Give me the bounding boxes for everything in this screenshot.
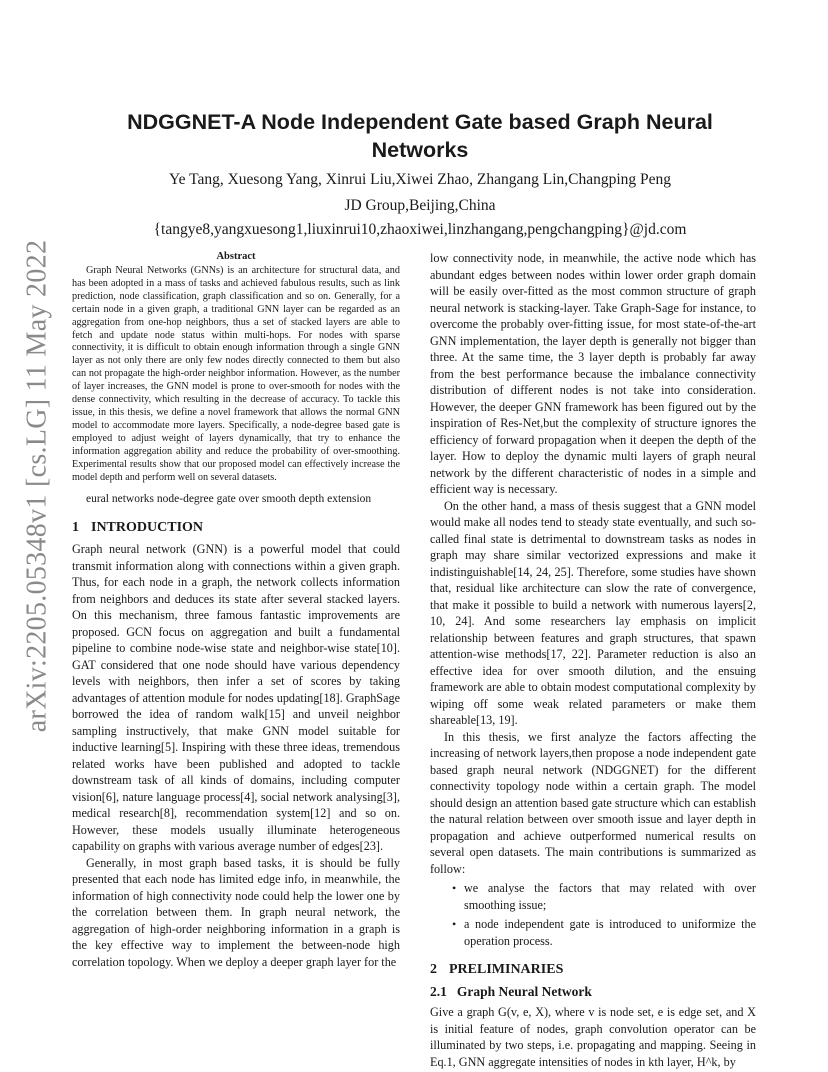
intro-paragraph-5: In this thesis, we first analyze the factors affecting the increasing of network layers,then propose a node independent gate based graph neural network (NDGGNET) for the different connectivity topology node within a certain graph. The model should design an attention based gate structure which can establish the natural relation between over smooth issue and layer depth in propagation and achieve outperformed numerical results on several open datasets. The main contributions is summarized as follow: (430, 729, 756, 876)
subsection-2-1-number: 2.1 (430, 984, 447, 999)
left-column (72, 250, 400, 970)
paper-title: NDGGNET-A Node Independent Gate based Graph Neural Networks (127, 110, 713, 162)
author-list: Ye Tang, Xuesong Yang, Xinrui Liu,Xiwei Zhao, Zhangang Lin,Changping Peng (168, 171, 672, 188)
intro-paragraph-2: Generally, in most graph based tasks, it is should be fully presented that each node has limited edge info, in meanwhile, the information of high connectivity node could help the lower one by the correlation between them. In graph neural network, the aggregation of high-order neighboring information in a graph is the key effective way to implement the between-node high correlation topology. When we deploy a deeper graph layer for the (72, 855, 400, 969)
bullet-icon: • (452, 917, 457, 931)
list-item (452, 916, 756, 949)
subsection-2-1-heading (430, 983, 756, 1001)
list-item-text: we analyse the factors that may related with over smoothing issue; (464, 881, 756, 912)
list-item (452, 880, 756, 913)
intro-paragraph-1: Graph neural network (GNN) is a powerful model that could transmit information along with connections within a given graph. Thus, for each node in a graph, the network collects information from neighbors and deduces its state after several stacked layers. On this mechanism, three famous fantastic improvements are proposed. GCN focus on aggregation and built a fundamental pipeline to combine node-wise state and neighbor-wise state[10]. GAT considered that one node should have various dependency levels with neighbors, then infer a set of scores by taking advantages of attention module for nodes updating[18]. GraphSage borrowed the idea of random walk[15] and unveil neighbor sampling instructively, that make GNN model suitable for inductive learning[5]. Inspiring with these three ideas, tremendous related works have been published and adopted to tackle downstream task of all kinds of domains, including computer vision[6], nature language process[4], social network analysing[3], medical research[8], recommendation system[12] and so on. However, these models usually illuminate heterogeneous capability on graphs with various average number of edges[23]. (72, 542, 400, 854)
abstract-heading: Abstract (216, 251, 256, 262)
section-2-title: PRELIMINARIES (449, 962, 564, 977)
keywords: eural networks node-degree gate over smooth depth extension (86, 493, 372, 506)
section-2-heading (430, 961, 756, 979)
affiliation: JD Group,Beijing,China (344, 197, 496, 214)
right-column (430, 250, 756, 1070)
email-line: {tangye8,yangxuesong1,liuxinrui10,zhaoxiwei,linzhangang,pengchangping}@jd.com (153, 221, 687, 238)
intro-paragraph-4: On the other hand, a mass of thesis suggest that a GNN model would make all nodes tend to steady state eventually, and such so-called final state is detrimental to downstream tasks as nodes in graph may share similar vectorized expressions and make it indistinguishable[14, 24, 25]. Therefore, some studies have shown that, residual like architecture can slow the rate of convergence, that make it possible to build a network with numerous layers[2, 10, 24]. And some researchers lay emphasis on implicit relationship between features and graph structures, that spawn attention-wise methods[17, 22]. Parameter reduction is also an effective idea for over smooth dilution, and the ensuing framework are able to obtain modest computational complexity by wiping off some weak related parameters or make them shareable[13, 19]. (430, 498, 756, 727)
list-item-text: a node independent gate is introduced to uniformize the operation process. (464, 917, 756, 948)
section-1-heading (72, 519, 400, 537)
arxiv-identifier (21, 239, 53, 732)
section-2-number: 2 (430, 962, 437, 977)
arxiv-identifier-text: arXiv:2205.05348v1 [cs.LG] 11 May 2022 (21, 239, 53, 732)
preliminaries-paragraph: Give a graph G(v, e, X), where v is node set, e is edge set, and X is initial feature of nodes, graph convolution operator can be illuminated by two steps, i.e. propagating and mapping. Seeing in Eq.1, GNN aggregate intensities of nodes in kth layer, H^k, by (430, 1005, 756, 1069)
abstract-text: Graph Neural Networks (GNNs) is an architecture for structural data, and has been adopted in a mass of tasks and achieved fabulous results, such as link prediction, node classification, graph classification and so on. Generally, for a certain node in a given graph, a traditional GNN layer can be regarded as an aggregation from one-hop neighbors, thus a set of stacked layers are able to fetch and update node status within multi-hops. For nodes with sparse connectivity, it is difficult to obtain enough information through a single GNN layer as not only there are only few nodes directly connected to them but also can not propagate the high-order neighbor information. However, as the number of layer increases, the GNN model is prone to over-smooth for nodes with the dense connectivity, which resulting in the decrease of accuracy. To tackle this issue, in this thesis, we define a novel framework that allows the normal GNN model to accommodate more layers. Specifically, a node-degree based gate is employed to adjust weight of layers dynamically, that try to enhance the information aggregation ability and reduce the probability of over-smoothing. Experimental results show that our proposed model can effectively increase the model depth and perform well on several datasets. (72, 265, 400, 483)
contributions-list (430, 880, 756, 949)
section-1-number: 1 (72, 520, 79, 536)
section-1-title: INTRODUCTION (91, 520, 204, 536)
subsection-2-1-title: Graph Neural Network (456, 984, 592, 999)
intro-paragraph-3: low connectivity node, in meanwhile, the active node which has abundant edges between nodes within lower order graph domain will be easily over-fitted as the most common structure of graph neural network is stacking-layer. Take Graph-Sage for instance, to overcome the probably over-fitting issue, for most state-of-the-art GNN implementation, the layer depth is generally not bigger than three. At the same time, the 3 layer depth is probably far away from the best performance because the imbalance connectivity distribution of different nodes is not take into consideration. However, the deeper GNN framework has been figured out by the inspiration of Res-Net,but the complexity of structure ignores the efficiency of forward propagation when it deepen the depth of the layer. How to deploy the dynamic multi layers of graph neural network by the different characteristic of nodes in a simple and efficient way is necessary. (430, 251, 756, 496)
bullet-icon: • (452, 881, 457, 895)
